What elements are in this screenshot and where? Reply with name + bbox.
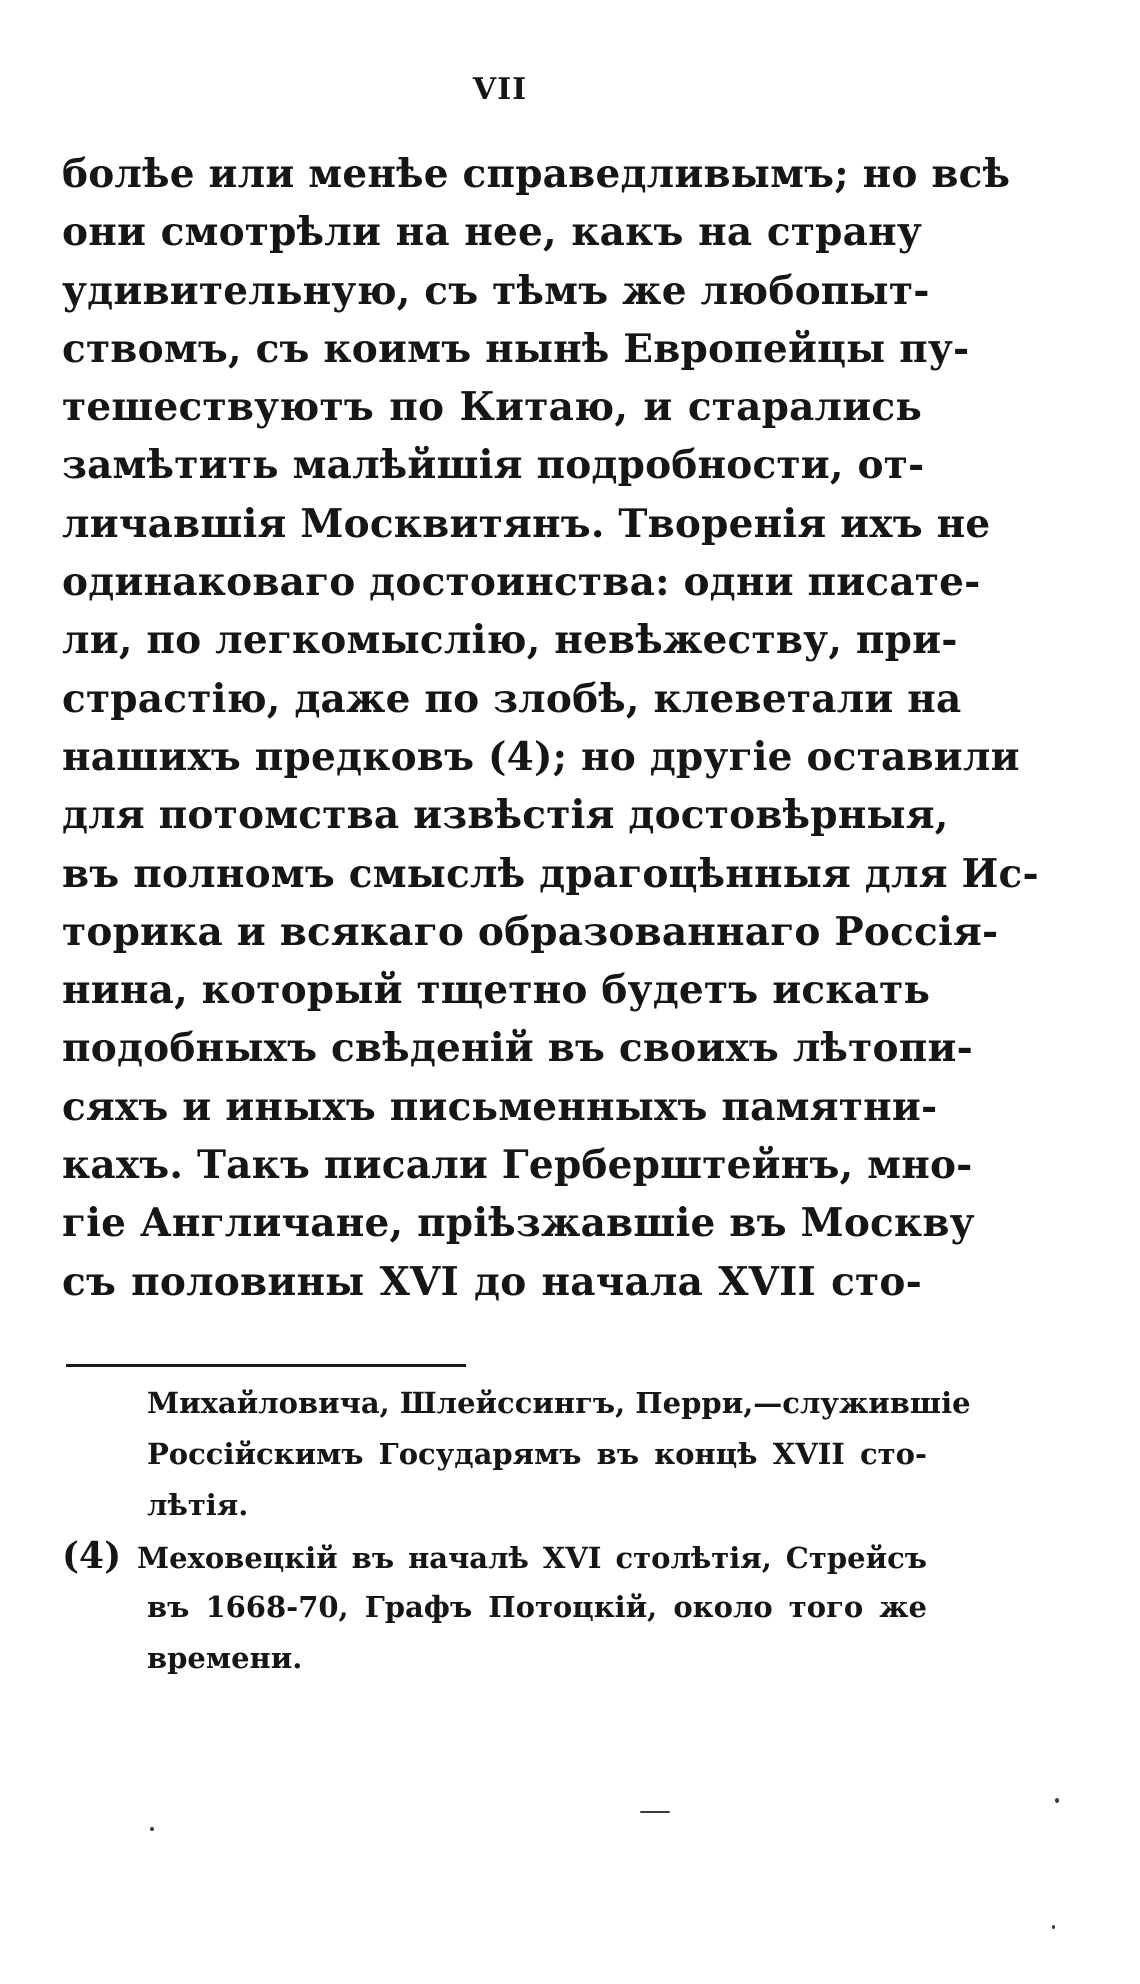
footnote-rule (66, 1364, 466, 1367)
body-line: въ полномъ смыслѣ драгоцѣнныя для Ис- (62, 850, 1039, 897)
footnote-4-line: въ 1668-70, Графъ Потоцкій, около того же (147, 1590, 927, 1624)
body-line: тешествуютъ по Китаю, и старались (62, 384, 922, 431)
body-line: ли, по легкомыслію, невѣжеству, при- (62, 617, 958, 664)
scan-speck (1055, 1798, 1059, 1803)
footnote-4-text: Меховецкій въ началѣ XVI столѣтія, Стрейсъ (137, 1541, 927, 1575)
body-line: нашихъ предковъ (4); но другіе оставили (62, 733, 1020, 780)
body-line: подобныхъ свѣденій въ своихъ лѣтопи- (62, 1025, 973, 1072)
footnotes (62, 1378, 971, 1684)
scan-speck (150, 1827, 154, 1831)
page-number: VII (472, 72, 528, 107)
body-line: одинаковаго достоинства: одни писате- (62, 559, 981, 606)
body-line: страстію, даже по злобѣ, клеветали на (62, 675, 962, 722)
body-line: кахъ. Такъ писали Герберштейнъ, мно- (62, 1142, 973, 1189)
scan-speck (1052, 1925, 1055, 1929)
body-line: гіе Англичане, пріѣзжавшіе въ Москву (62, 1200, 975, 1247)
body-line: съ половины XVI до начала XVII сто- (62, 1258, 922, 1305)
body-line: болѣе или менѣе справедливымъ; но всѣ (62, 151, 1011, 197)
body-line: торика и всякаго образованнаго Россія- (62, 908, 999, 955)
body-line: личавшія Москвитянъ. Творенія ихъ не (62, 500, 991, 547)
footnote-continued-line: Россійскимъ Государямъ въ концѣ XVII сто- (147, 1437, 927, 1471)
body-text (62, 145, 1039, 1311)
footnote-continued-line: Михайловича, Шлейссингъ, Перри,—служившіе (147, 1386, 971, 1420)
footnote-4-line: времени. (147, 1641, 303, 1675)
body-line: замѣтить малѣйшія подробности, от- (62, 442, 925, 489)
body-line: нина, который тщетно будетъ искать (62, 967, 931, 1014)
body-line: для потомства извѣстія достовѣрныя, (62, 792, 949, 839)
scan-speck (640, 1811, 670, 1813)
footnote-4-first-line (62, 1531, 927, 1582)
body-line: удивительную, съ тѣмъ же любопыт- (62, 267, 930, 314)
footnote-marker: (4) (62, 1535, 122, 1577)
body-line: сяхъ и иныхъ письменныхъ памятни- (62, 1083, 938, 1130)
body-line: они смотрѣли на нее, какъ на страну (62, 209, 922, 256)
body-line: ствомъ, съ коимъ нынѣ Европейцы пу- (62, 325, 970, 372)
footnote-continued-line: лѣтія. (147, 1488, 249, 1522)
